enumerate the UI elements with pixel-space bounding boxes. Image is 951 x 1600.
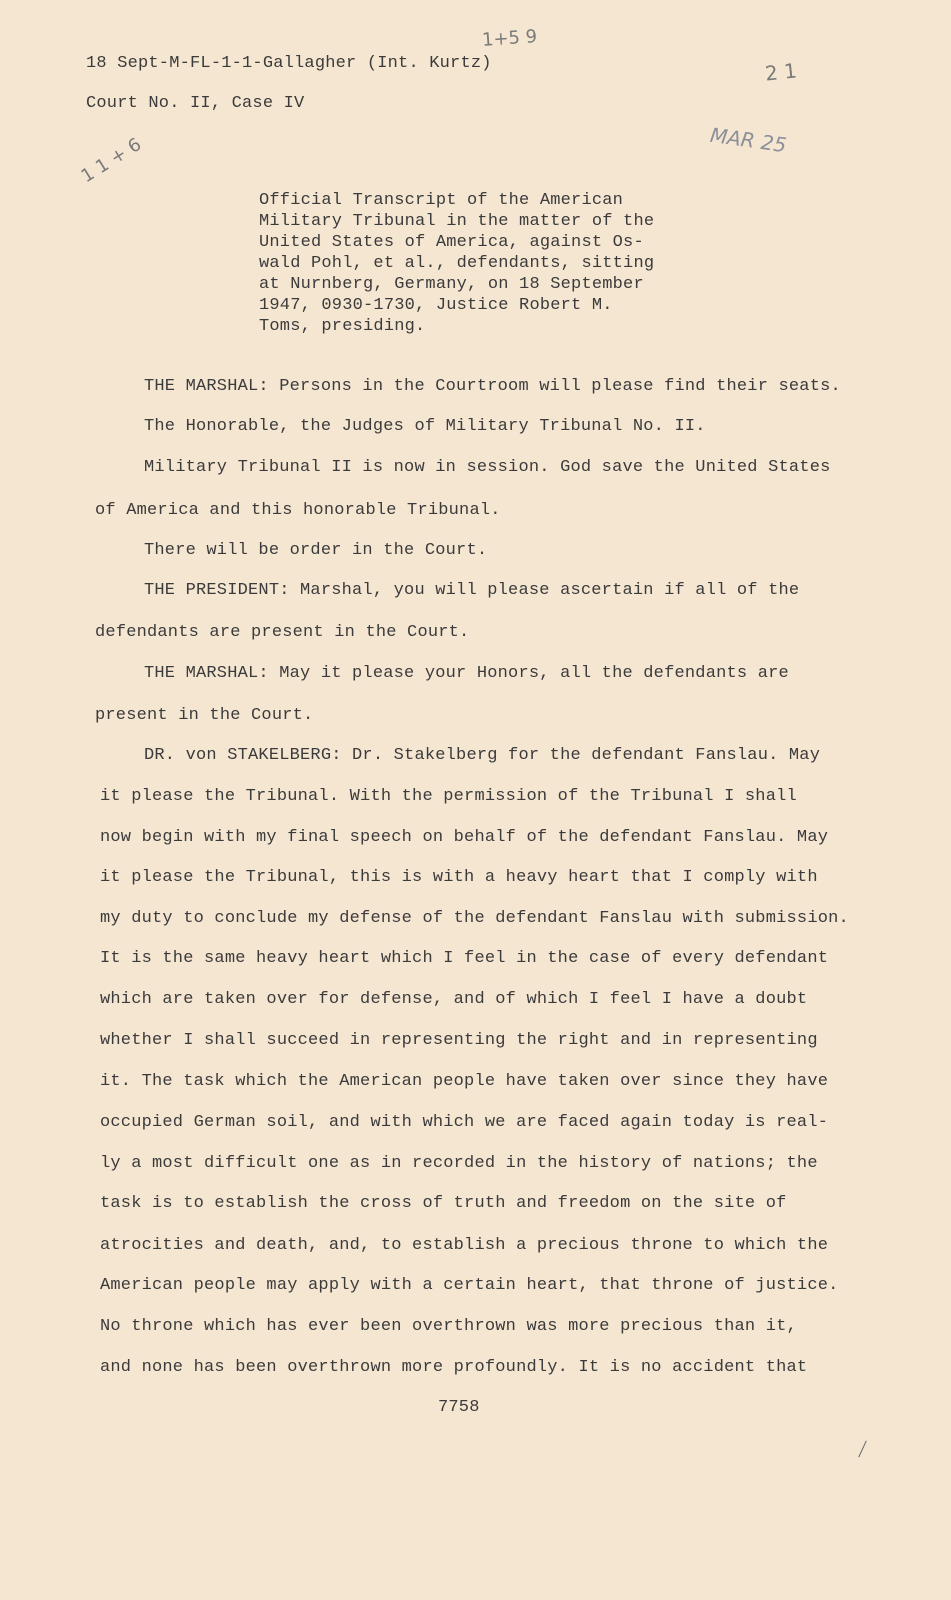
- caption-line: wald Pohl, et al., defendants, sitting: [259, 254, 655, 273]
- body-line: atrocities and death, and, to establish a precious throne to which the: [100, 1236, 829, 1255]
- page-number: 7758: [438, 1398, 480, 1417]
- caption-line: Toms, presiding.: [259, 317, 426, 336]
- caption-line: Official Transcript of the American: [259, 191, 624, 210]
- body-line: THE MARSHAL: May it please your Honors, all the defendants are: [144, 664, 789, 683]
- date-stamp: MAR 25: [708, 122, 788, 158]
- body-line: it. The task which the American people have taken over since they have: [100, 1072, 829, 1091]
- body-line: now begin with my final speech on behalf of the defendant Fanslau. May: [100, 828, 829, 847]
- margin-tick: [858, 1441, 867, 1458]
- body-line: The Honorable, the Judges of Military Tribunal No. II.: [144, 417, 706, 436]
- header-line-2: Court No. II, Case IV: [86, 94, 305, 113]
- body-line: American people may apply with a certain heart, that throne of justice.: [100, 1276, 839, 1295]
- body-line: THE MARSHAL: Persons in the Courtroom will please find their seats.: [144, 377, 841, 396]
- body-line: defendants are present in the Court.: [95, 623, 470, 642]
- body-line: whether I shall succeed in representing the right and in representing: [100, 1031, 818, 1050]
- body-line: it please the Tribunal. With the permission of the Tribunal I shall: [100, 787, 797, 806]
- body-line: THE PRESIDENT: Marshal, you will please ascertain if all of the: [144, 581, 800, 600]
- body-line: task is to establish the cross of truth and freedom on the site of: [100, 1194, 787, 1213]
- body-line: Military Tribunal II is now in session. God save the United States: [144, 458, 831, 477]
- body-line: which are taken over for defense, and of which I feel I have a doubt: [100, 990, 808, 1009]
- body-line: my duty to conclude my defense of the defendant Fanslau with submission.: [100, 909, 849, 928]
- body-line: and none has been overthrown more profoundly. It is no accident that: [100, 1358, 808, 1377]
- body-line: ly a most difficult one as in recorded in the history of nations; the: [100, 1154, 818, 1173]
- caption-line: United States of America, against Os-: [259, 233, 644, 252]
- body-line: occupied German soil, and with which we are faced again today is real-: [100, 1113, 829, 1132]
- caption-line: at Nurnberg, Germany, on 18 September: [259, 275, 644, 294]
- body-line: No throne which has ever been overthrown was more precious than it,: [100, 1317, 797, 1336]
- top-right-mark: 2 1: [763, 58, 798, 86]
- caption-line: Military Tribunal in the matter of the: [259, 212, 655, 231]
- page-number-annotation: 1+5 9: [481, 26, 538, 51]
- body-line: it please the Tribunal, this is with a heavy heart that I comply with: [100, 868, 818, 887]
- body-line: present in the Court.: [95, 706, 314, 725]
- body-line: It is the same heavy heart which I feel in the case of every defendant: [100, 949, 829, 968]
- body-line: DR. von STAKELBERG: Dr. Stakelberg for the defendant Fanslau. May: [144, 746, 821, 765]
- caption-line: 1947, 0930-1730, Justice Robert M.: [259, 296, 613, 315]
- body-line: of America and this honorable Tribunal.: [95, 501, 501, 520]
- header-line-1: 18 Sept-M-FL-1-1-Gallagher (Int. Kurtz): [86, 54, 492, 73]
- body-line: There will be order in the Court.: [144, 541, 488, 560]
- left-margin-mark: 1 1 + 6: [77, 133, 146, 188]
